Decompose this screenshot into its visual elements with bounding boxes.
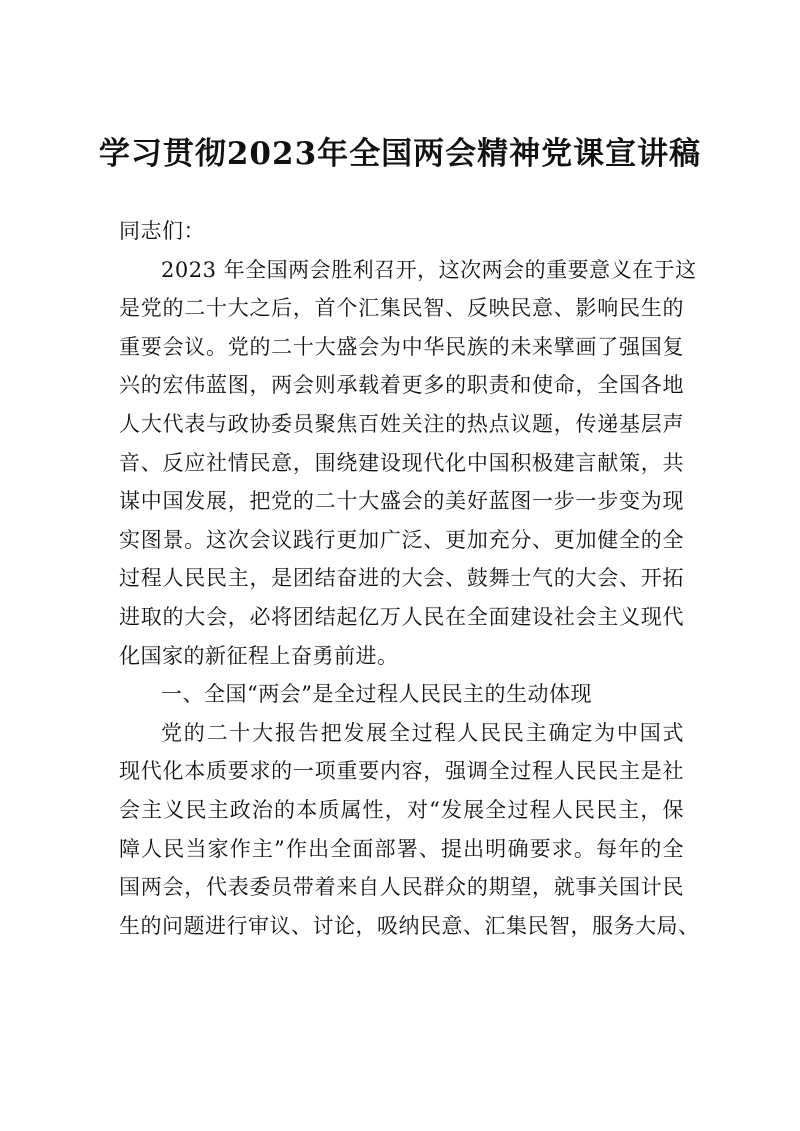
paragraph-line: 生的问题进行审议、讨论，吸纳民意、汇集民智，服务大局、: [119, 913, 700, 938]
salutation: 同志们：: [119, 219, 205, 243]
paragraph-line: 现代化本质要求的一项重要内容，强调全过程人民民主是社: [119, 759, 684, 784]
paragraph-line: 谋中国发展，把党的二十大盛会的美好蓝图一步一步变为现: [119, 489, 684, 514]
paragraph-line: 会主义民主政治的本质属性，对“发展全过程人民民主，保: [119, 797, 684, 822]
paragraph-line: 重要会议。党的二十大盛会为中华民族的未来擘画了强国复: [119, 334, 684, 359]
paragraph-line: 2023 年全国两会胜利召开，这次两会的重要意义在于这: [161, 257, 697, 282]
paragraph-line: 实图景。这次会议践行更加广泛、更加充分、更加健全的全: [119, 527, 684, 552]
paragraph-line: 兴的宏伟蓝图，两会则承载着更多的职责和使命，全国各地: [119, 373, 684, 398]
paragraph-line: 音、反应社情民意，围绕建设现代化中国积极建言献策，共: [119, 450, 684, 475]
paragraph-line: 过程人民民主，是团结奋进的大会、鼓舞士气的大会、开拓: [119, 566, 684, 591]
paragraph-line: 化国家的新征程上奋勇前进。: [119, 643, 399, 668]
document-title: 学习贯彻2023年全国两会精神党课宣讲稿: [98, 136, 702, 172]
document-body: [119, 212, 700, 945]
paragraph-line: 人大代表与政协委员聚焦百姓关注的热点议题，传递基层声: [119, 411, 684, 436]
paragraph-line: 党的二十大报告把发展全过程人民民主确定为中国式: [161, 720, 684, 745]
paragraph-line: 障人民当家作主”作出全面部署、提出明确要求。每年的全: [119, 836, 684, 861]
paragraph-line: 国两会，代表委员带着来自人民群众的期望，就事关国计民: [119, 875, 684, 900]
section-heading: 一、全国“两会”是全过程人民民主的生动体现: [161, 682, 592, 707]
paragraph-line: 是党的二十大之后，首个汇集民智、反映民意、影响民生的: [119, 296, 684, 321]
paragraph-line: 进取的大会，必将团结起亿万人民在全面建设社会主义现代: [119, 604, 684, 629]
